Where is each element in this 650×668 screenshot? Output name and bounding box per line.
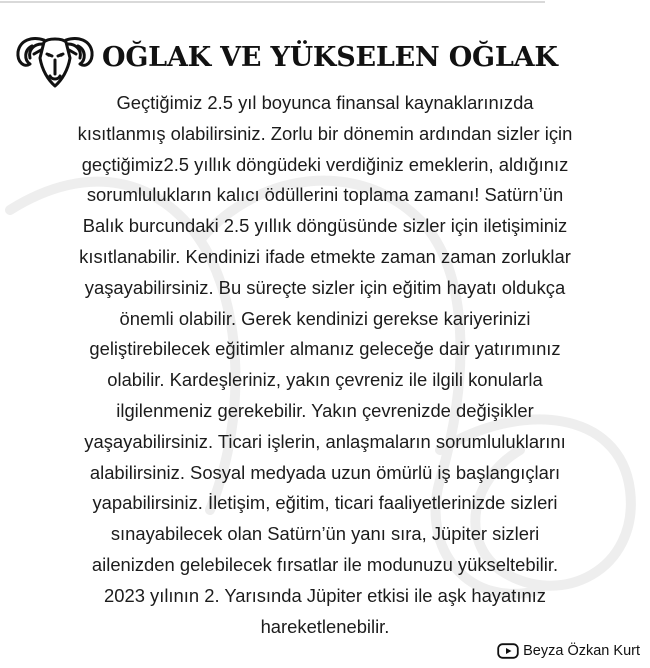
body-line: hareketlenebilir.	[260, 615, 390, 637]
body-line: sınayabilecek olan Satürn’ün yanı sıra, Jüpiter sizleri	[110, 523, 540, 545]
body-line: alabilirsiniz. Sosyal medyada uzun ömürlü iş başlangıçları	[89, 461, 561, 483]
body-line: Balık burcundaki 2.5 yıllık döngüsünde sizler için iletişiminiz	[82, 215, 568, 237]
horoscope-body	[12, 88, 638, 642]
body-line: geliştirebilecek eğitimler almanız geleceğe dair yatırımınız	[89, 338, 561, 360]
body-line: olabilir. Kardeşleriniz, yakın çevreniz ile ilgili konularla	[107, 369, 543, 391]
author-credit[interactable]	[497, 640, 640, 662]
body-line: yaşayabilirsiniz. Ticari işlerin, anlaşmaların sorumluluklarını	[84, 430, 566, 452]
body-line: Geçtiğimiz 2.5 yıl boyunca finansal kaynaklarınızda	[116, 92, 534, 113]
body-line: 2023 yılının 2. Yarısında Jüpiter etkisi ile aşk hayatınız	[104, 584, 546, 606]
header	[10, 10, 640, 90]
body-line: sorumlulukların kalıcı ödüllerini toplama zamanı! Satürn’ün	[86, 184, 564, 206]
body-line: kısıtlanabilir. Kendinizi ifade etmekte zaman zaman zorluklar	[79, 245, 571, 267]
top-divider	[0, 1, 545, 3]
body-line: yapabilirsiniz. İletişim, eğitim, ticari faaliyetlerinizde sizleri	[92, 492, 558, 514]
body-line: yaşayabilirsiniz. Bu süreçte sizler için eğitim hayatı oldukça	[84, 276, 566, 298]
youtube-icon	[497, 642, 519, 660]
body-line: kısıtlanmış olabilirsiniz. Zorlu bir dönemin ardından sizler için	[77, 122, 573, 144]
body-line: geçtiğimiz2.5 yıllık döngüdeki verdiğiniz emeklerin, aldığınız	[81, 153, 569, 175]
capricorn-goat-icon	[14, 10, 96, 90]
body-line: ailenizden gelebilecek fırsatlar ile modunuzu yükseltebilir.	[91, 553, 559, 575]
body-line: önemli olabilir. Gerek kendinizi gerekse kariyerinizi	[119, 307, 531, 329]
page-title: OĞLAK VE YÜKSELEN OĞLAK	[102, 42, 558, 73]
body-line: ilgilenmeniz gerekebilir. Yakın çevrenizde değişikler	[116, 399, 534, 421]
author-name: Beyza Özkan Kurt	[523, 643, 640, 659]
